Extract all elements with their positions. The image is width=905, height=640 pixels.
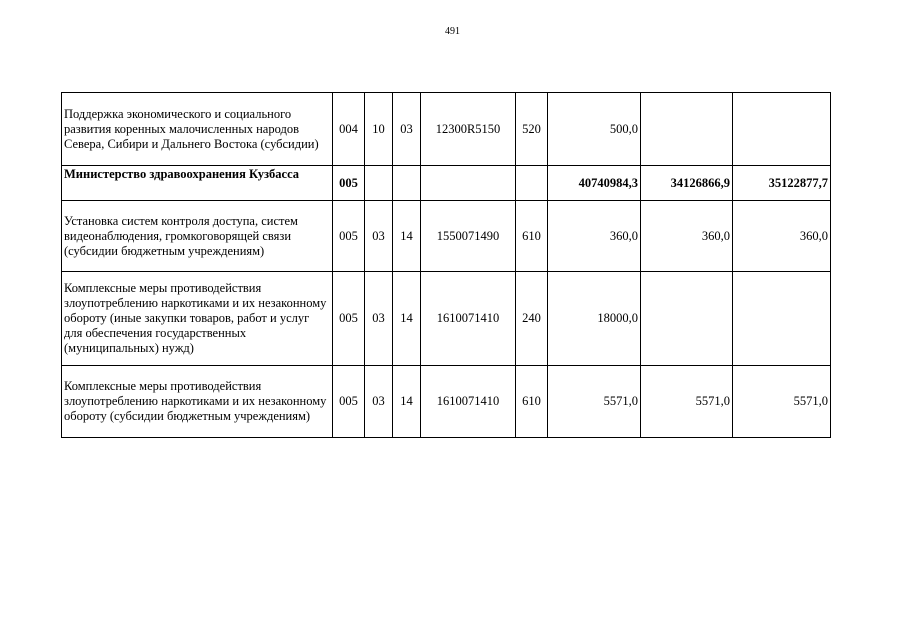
table-row <box>62 272 831 366</box>
amount-year-3 <box>733 93 831 166</box>
department-code: 005 <box>333 201 365 272</box>
department-code: 005 <box>333 166 365 201</box>
row-description: Комплексные меры противодействия злоупотреблению наркотиками и их незаконному обороту (иные закупки товаров, работ и услуг для обеспечения государственных (муниципальных) нужд) <box>62 272 333 366</box>
page-number: 491 <box>445 26 460 37</box>
amount-year-2: 34126866,9 <box>641 166 733 201</box>
subsection-code <box>393 166 421 201</box>
amount-year-1: 5571,0 <box>548 366 641 438</box>
expense-type-code: 520 <box>516 93 548 166</box>
target-article-code <box>421 166 516 201</box>
amount-year-1: 500,0 <box>548 93 641 166</box>
row-description: Поддержка экономического и социального развития коренных малочисленных народов Севера, Сибири и Дальнего Востока (субсидии) <box>62 93 333 166</box>
amount-year-2 <box>641 272 733 366</box>
amount-year-2 <box>641 93 733 166</box>
subsection-code: 03 <box>393 93 421 166</box>
section-code <box>365 166 393 201</box>
department-code: 005 <box>333 366 365 438</box>
expense-type-code: 610 <box>516 366 548 438</box>
table-row-ministry <box>62 166 831 201</box>
row-description: Комплексные меры противодействия злоупотреблению наркотиками и их незаконному обороту (субсидии бюджетным учреждениям) <box>62 366 333 438</box>
expense-type-code: 240 <box>516 272 548 366</box>
amount-year-3: 35122877,7 <box>733 166 831 201</box>
amount-year-1: 360,0 <box>548 201 641 272</box>
department-code: 005 <box>333 272 365 366</box>
budget-table <box>61 92 831 438</box>
expense-type-code: 610 <box>516 201 548 272</box>
row-description: Установка систем контроля доступа, систем видеонаблюдения, громкоговорящей связи (субсидии бюджетным учреждениям) <box>62 201 333 272</box>
amount-year-3: 5571,0 <box>733 366 831 438</box>
table-row <box>62 93 831 166</box>
department-code: 004 <box>333 93 365 166</box>
amount-year-2: 5571,0 <box>641 366 733 438</box>
target-article-code: 1610071410 <box>421 272 516 366</box>
subsection-code: 14 <box>393 366 421 438</box>
amount-year-3: 360,0 <box>733 201 831 272</box>
section-code: 10 <box>365 93 393 166</box>
subsection-code: 14 <box>393 272 421 366</box>
expense-type-code <box>516 166 548 201</box>
amount-year-1: 18000,0 <box>548 272 641 366</box>
target-article-code: 12300R5150 <box>421 93 516 166</box>
amount-year-3 <box>733 272 831 366</box>
amount-year-1: 40740984,3 <box>548 166 641 201</box>
row-description: Министерство здравоохранения Кузбасса <box>62 166 333 201</box>
amount-year-2: 360,0 <box>641 201 733 272</box>
section-code: 03 <box>365 201 393 272</box>
section-code: 03 <box>365 366 393 438</box>
target-article-code: 1550071490 <box>421 201 516 272</box>
section-code: 03 <box>365 272 393 366</box>
target-article-code: 1610071410 <box>421 366 516 438</box>
table-row <box>62 366 831 438</box>
subsection-code: 14 <box>393 201 421 272</box>
table-row <box>62 201 831 272</box>
